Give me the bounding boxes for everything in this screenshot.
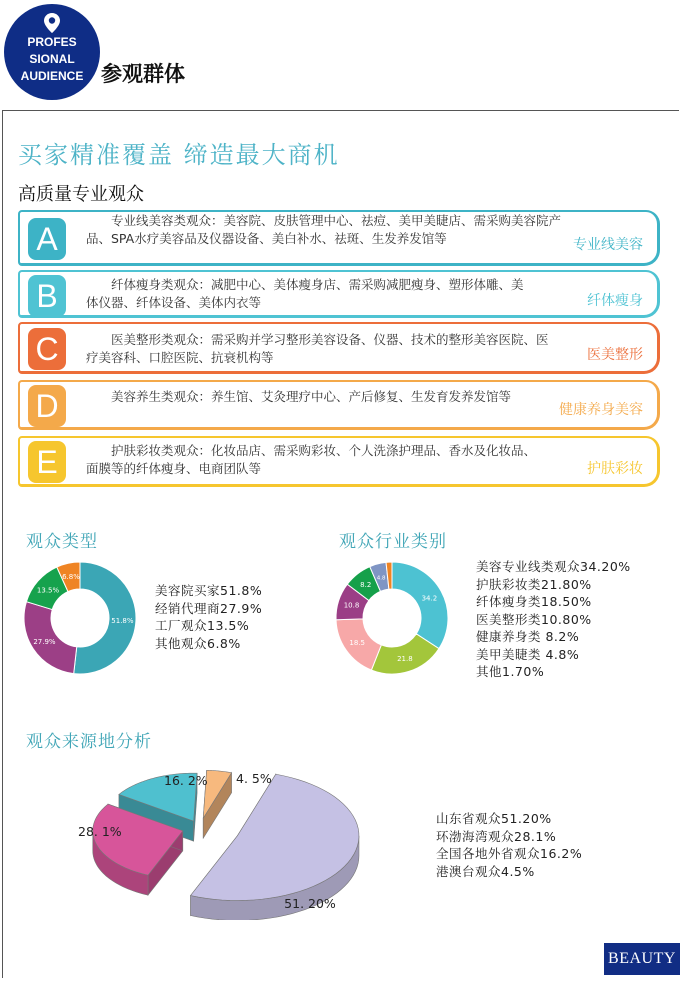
- legend-item: 医美整形类10.80%: [476, 611, 592, 627]
- legend-item: 其他观众6.8%: [155, 635, 241, 651]
- category-letter: D: [28, 385, 66, 427]
- legend-item: 港澳台观众4.5%: [436, 863, 535, 879]
- legend-item: 工厂观众13.5%: [155, 618, 250, 633]
- legend-item: 健康养身类 8.2%: [476, 629, 580, 644]
- category-tag: 专业线美容: [573, 237, 643, 253]
- donut-slice-label: 13.5%: [36, 586, 60, 595]
- beauty-badge: BEAUTY: [604, 943, 680, 975]
- donut-slice-label: 6.8%: [62, 572, 80, 581]
- donut-slice-label: 8.2: [360, 581, 372, 590]
- section-subtitle: 高质量专业观众: [18, 184, 144, 205]
- category-card-a: [18, 210, 660, 266]
- category-tag: 健康养身美容: [559, 402, 643, 418]
- legend-item: 护肤彩妆类21.80%: [476, 576, 592, 592]
- category-card-b: [18, 270, 660, 318]
- category-card-e: [18, 436, 660, 487]
- donut-slice-label: 27.9%: [33, 637, 56, 646]
- category-description: 纤体瘦身类观众：减肥中心、美体瘦身店、需采购减肥瘦身、塑形体雕、美体仪器、纤体设备、美体内衣等: [86, 277, 524, 310]
- legend-item: 美容院买家51.8%: [155, 583, 263, 598]
- pie-label: 4. 5%: [236, 771, 272, 786]
- category-letter: B: [28, 275, 66, 317]
- legend-item: 其他1.70%: [476, 664, 545, 679]
- location-pin-icon: [44, 13, 60, 33]
- donut-slice: [392, 562, 448, 649]
- category-tag: 护肤彩妆: [587, 461, 643, 477]
- legend-item: 山东省观众51.20%: [436, 811, 552, 826]
- category-description: 护肤彩妆类观众：化妆品店、需采购彩妆、个人洗涤护理品、香水及化妆品、面膜等的纤体瘦身、电商团队等: [86, 443, 537, 476]
- badge-line-1: PROFES: [27, 35, 77, 49]
- audience-badge: [4, 4, 100, 100]
- donut-slice-label: 51.8%: [111, 616, 134, 625]
- category-letter: E: [28, 441, 66, 483]
- category-description: 美容养生类观众：养生馆、艾灸理疗中心、产后修复、生发育发养发馆等: [111, 389, 512, 404]
- origin-legend: [436, 810, 582, 880]
- pie-label: 16. 2%: [164, 773, 208, 788]
- donut-slice-label: 4.8: [376, 575, 386, 582]
- industry-title: 观众行业类别: [339, 532, 447, 552]
- category-card-c: [18, 322, 660, 374]
- legend-item: 纤体瘦身类18.50%: [476, 594, 592, 609]
- badge-line-3: AUDIENCE: [20, 69, 84, 83]
- legend-item: 经销代理商27.9%: [155, 600, 263, 616]
- category-letter: C: [28, 328, 66, 370]
- origin-title: 观众来源地分析: [26, 732, 152, 752]
- category-description: 专业线美容类观众：美容院、皮肤管理中心、祛痘、美甲美睫店、需采购美容院产品、SPA水疗美容品及仪器设备、美白补水、祛斑、生发养发馆等: [86, 213, 562, 246]
- audience-type-donut-chart: [20, 558, 140, 678]
- category-tag: 纤体瘦身: [587, 293, 643, 309]
- audience-type-title: 观众类型: [26, 532, 98, 552]
- pie-label: 28. 1%: [78, 824, 122, 839]
- pie-label: 51. 20%: [284, 896, 336, 911]
- page-title: 参观群体: [101, 62, 185, 86]
- industry-donut-chart: [334, 558, 454, 678]
- legend-item: 环渤海湾观众28.1%: [436, 828, 557, 844]
- category-card-d: [18, 380, 660, 430]
- category-tag: 医美整形: [587, 347, 643, 363]
- industry-legend: [476, 558, 631, 681]
- badge-line-2: SIONAL: [29, 52, 75, 66]
- category-letter: A: [28, 218, 66, 260]
- origin-3d-pie-chart: [0, 760, 430, 920]
- slogan: 买家精准覆盖 缔造最大商机: [18, 141, 340, 169]
- category-description: 医美整形类观众：需采购并学习整形美容设备、仪器、技术的整形美容医院、医疗美容科、口腔医院、抗衰机构等: [86, 332, 549, 365]
- donut-slice-label: 21.8: [397, 655, 413, 664]
- donut-slice-label: 10.8: [343, 601, 360, 610]
- legend-item: 美甲美睫类 4.8%: [476, 646, 580, 662]
- donut-slice-label: 18.5: [349, 638, 366, 647]
- frame-top-border: [2, 110, 679, 111]
- donut-slice-label: 34.2: [421, 594, 438, 603]
- audience-type-legend: [155, 582, 262, 652]
- legend-item: 全国各地外省观众16.2%: [436, 846, 583, 861]
- legend-item: 美容专业线类观众34.20%: [476, 559, 631, 574]
